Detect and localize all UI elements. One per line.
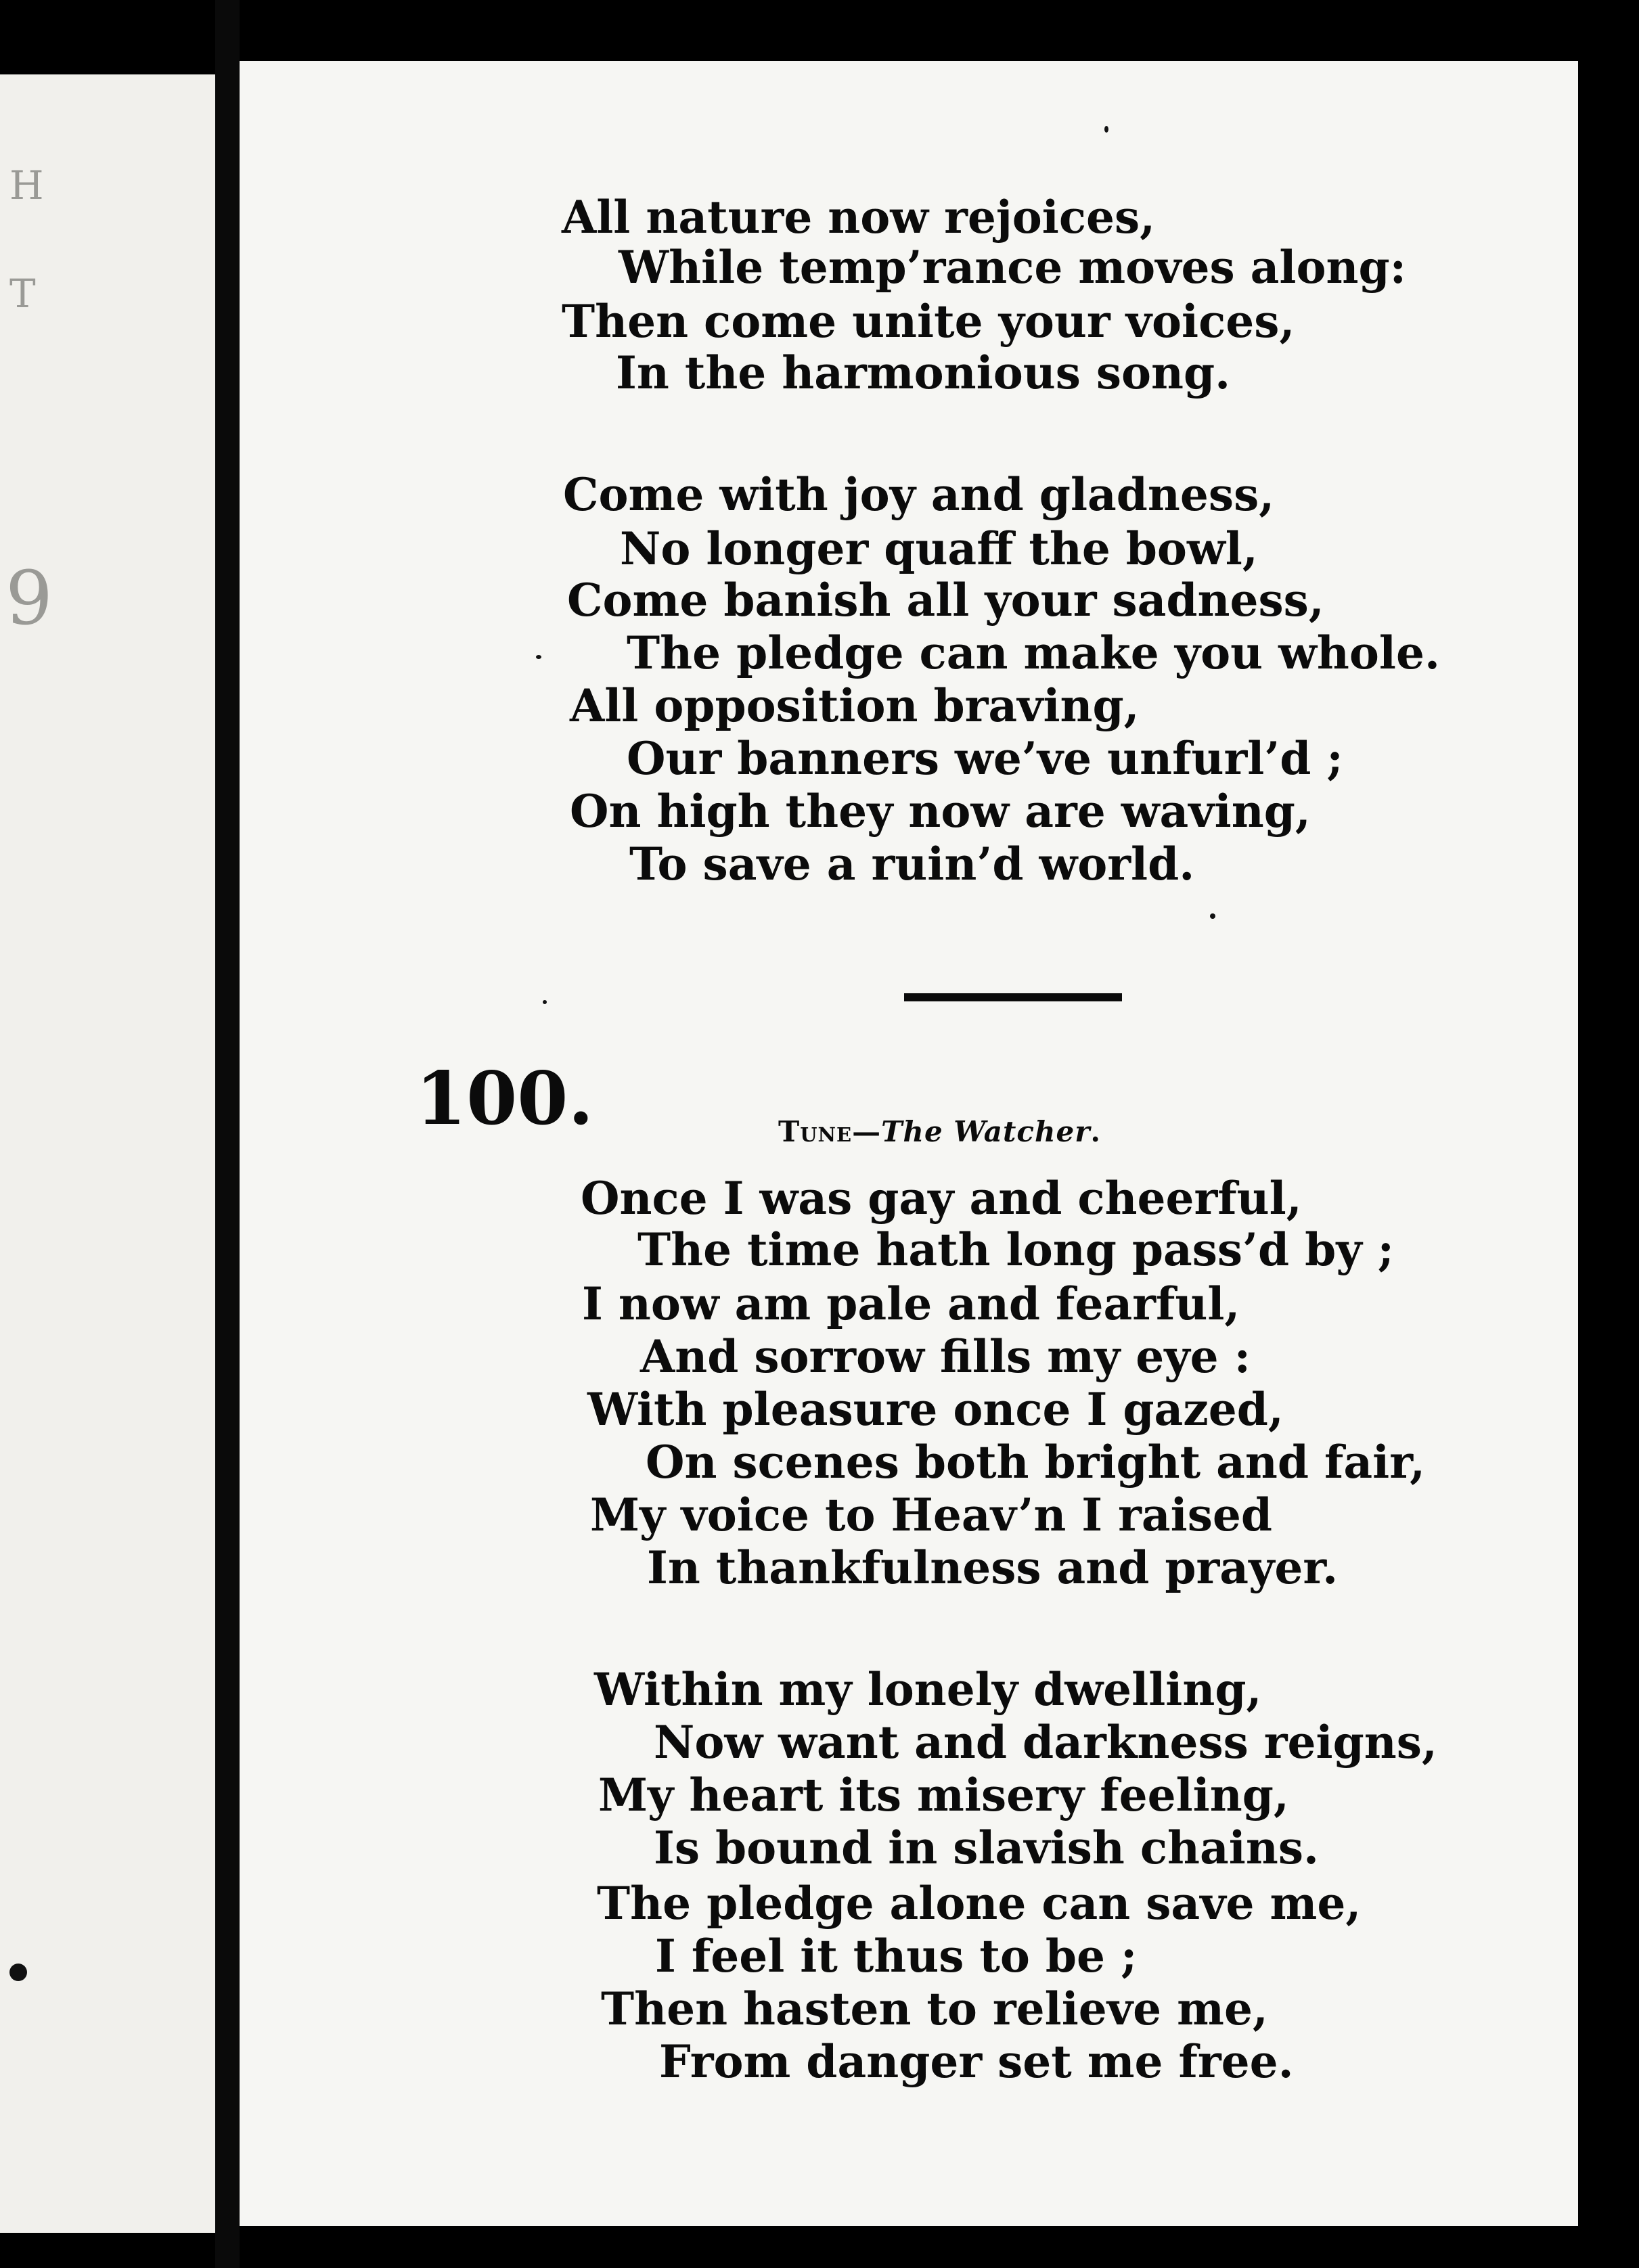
left-edge-letter: T <box>9 271 36 317</box>
verse-line: Come with joy and gladness, <box>563 468 1275 521</box>
verse-line: Is bound in slavish chains. <box>654 1821 1319 1874</box>
verse-line: The time hath long pass’d by ; <box>637 1223 1395 1276</box>
ink-blot <box>9 1964 27 1981</box>
verse-line: And sorrow fills my eye : <box>640 1330 1251 1383</box>
verse-line: Our banners we’ve unfurl’d ; <box>627 732 1343 785</box>
verse-line: No longer quaff the bowl, <box>620 522 1258 575</box>
ink-speck <box>1210 913 1215 919</box>
verse-line: My heart its misery feeling, <box>598 1769 1289 1821</box>
verse-line: The pledge alone can save me, <box>597 1877 1362 1930</box>
tune-prefix: Tune <box>778 1115 853 1148</box>
left-edge-letter: H <box>9 162 44 208</box>
right-page <box>240 61 1578 2226</box>
verse-line: From danger set me free. <box>659 2035 1294 2088</box>
book-gutter <box>215 0 240 2268</box>
verse-line: All opposition braving, <box>570 679 1140 732</box>
ink-speck <box>536 655 541 659</box>
left-edge-page-number: 9 <box>5 555 53 641</box>
verse-line: Then come unite your voices, <box>562 295 1295 348</box>
ink-speck <box>1104 126 1108 133</box>
verse-line: Come banish all your sadness, <box>567 574 1324 627</box>
verse-line: With pleasure once I gazed, <box>587 1383 1284 1436</box>
verse-line: My voice to Heav’n I raised <box>590 1489 1273 1541</box>
verse-line: Once I was gay and cheerful, <box>581 1172 1302 1225</box>
verse-line: All nature now rejoices, <box>562 191 1156 244</box>
tune-name: The Watcher <box>881 1115 1091 1148</box>
tune-end: . <box>1090 1115 1102 1148</box>
verse-line: I feel it thus to be ; <box>655 1930 1138 1982</box>
section-divider-rule <box>904 993 1122 1001</box>
verse-line: On high they now are waving, <box>570 785 1311 838</box>
verse-line: In thankfulness and prayer. <box>647 1541 1339 1594</box>
verse-line: Now want and darkness reigns, <box>654 1716 1437 1769</box>
verse-line: On scenes both bright and fair, <box>646 1436 1426 1489</box>
ink-speck <box>543 1000 547 1004</box>
hymn-number: 100. <box>416 1056 594 1141</box>
verse-line: Within my lonely dwelling, <box>594 1663 1262 1716</box>
tune-heading <box>778 1115 1102 1148</box>
verse-line: While temp’rance moves along: <box>619 241 1407 294</box>
tune-dash: — <box>852 1115 882 1148</box>
verse-line: The pledge can make you whole. <box>627 627 1440 679</box>
verse-line: Then hasten to relieve me, <box>601 1982 1268 2035</box>
verse-line: In the harmonious song. <box>616 346 1231 399</box>
verse-line: To save a ruin’d world. <box>629 838 1195 890</box>
verse-line: I now am pale and fearful, <box>582 1277 1240 1330</box>
left-page-edge <box>0 74 215 2233</box>
